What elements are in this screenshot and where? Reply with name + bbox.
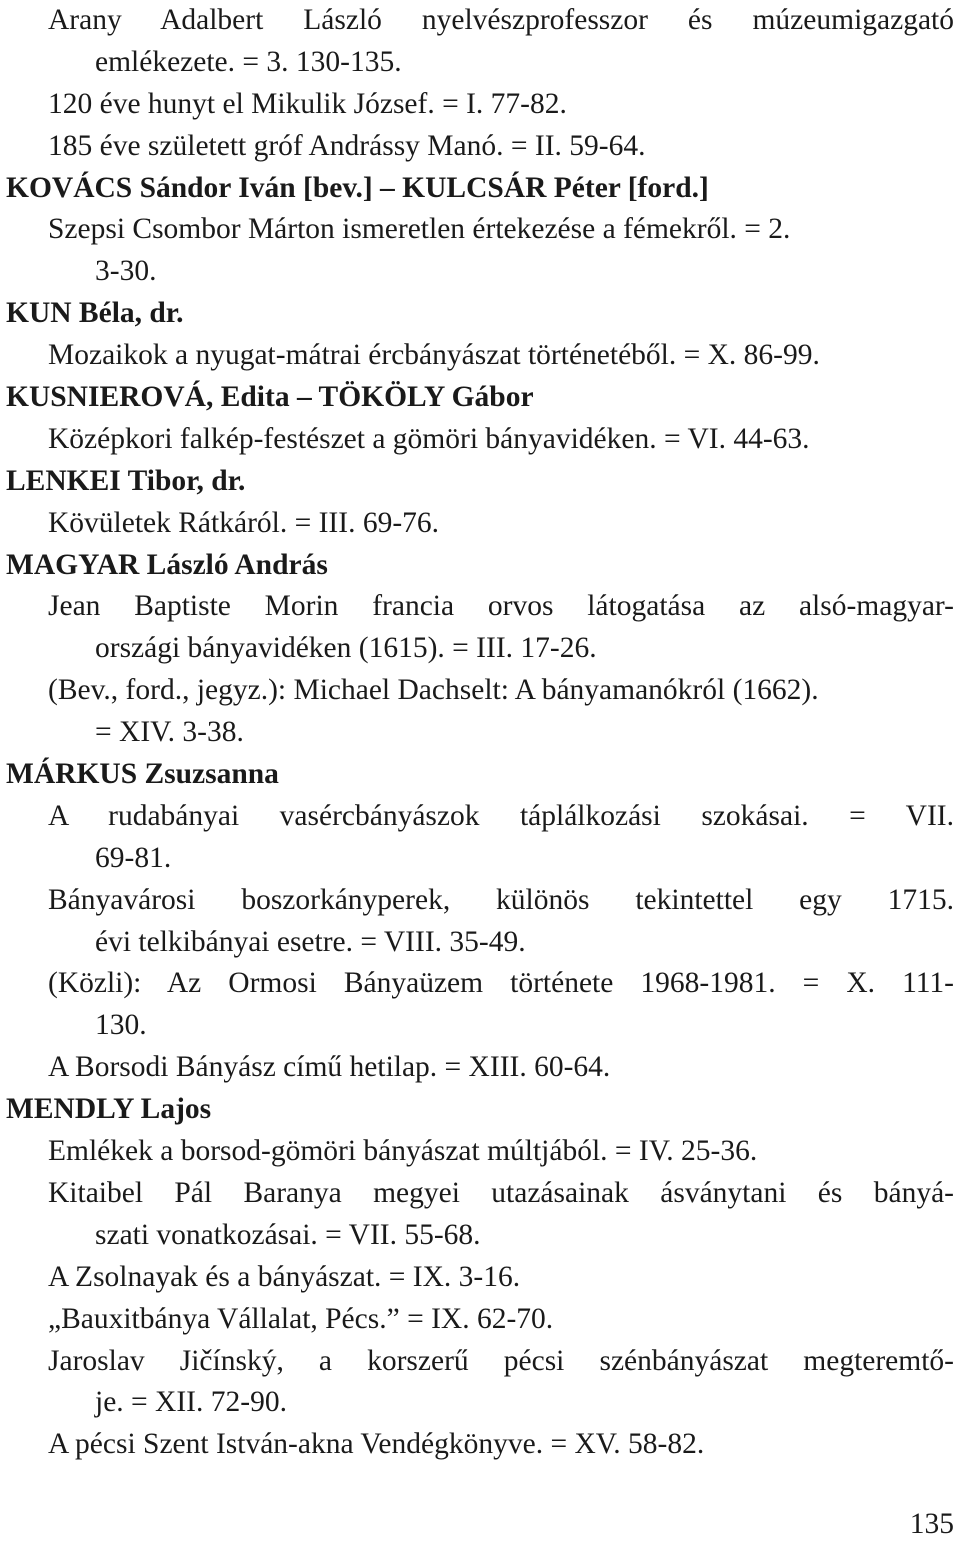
bibliography-entry-continuation: je. = XII. 72-90. — [95, 1386, 287, 1419]
author-heading: KUN Béla, dr. — [6, 297, 184, 330]
bibliography-entry: (Közli): Az Ormosi Bányaüzem története 1968-1981. = X. 111- — [48, 967, 954, 1000]
author-heading: MÁRKUS Zsuzsanna — [6, 758, 279, 791]
bibliography-entry: Jean Baptiste Morin francia orvos látogatása az alsó-magyar- — [48, 590, 954, 623]
bibliography-list — [6, 0, 954, 1466]
bibliography-entry: (Bev., ford., jegyz.): Michael Dachselt: A bányamanókról (1662). — [48, 674, 819, 707]
bibliography-entry-continuation: emlékezete. = 3. 130-135. — [95, 45, 402, 78]
bibliography-entry-continuation: = XIV. 3-38. — [95, 716, 244, 749]
bibliography-entry: Kitaibel Pál Baranya megyei utazásainak ásványtani és bányá- — [48, 1176, 954, 1209]
author-heading: KUSNIEROVÁ, Edita – TÖKÖLY Gábor — [6, 381, 534, 414]
author-heading: MENDLY Lajos — [6, 1093, 212, 1126]
bibliography-entry-continuation: szati vonatkozásai. = VII. 55-68. — [95, 1218, 481, 1251]
bibliography-entry: Mozaikok a nyugat-mátrai ércbányászat történetéből. = X. 86-99. — [48, 339, 820, 372]
bibliography-entry: Arany Adalbert László nyelvészprofesszor és múzeumigazgató — [48, 4, 954, 36]
bibliography-entry: Jaroslav Jičínský, a korszerű pécsi szénbányászat megteremtő- — [48, 1344, 954, 1377]
author-heading: LENKEI Tibor, dr. — [6, 464, 246, 497]
page-number: 135 — [909, 1508, 954, 1540]
bibliography-entry-continuation: 69-81. — [95, 841, 172, 874]
bibliography-entry-continuation: 3-30. — [95, 255, 157, 288]
bibliography-entry: Szepsi Csombor Márton ismeretlen értekezése a fémekről. = 2. — [48, 213, 791, 246]
bibliography-entry-continuation: 130. — [95, 1009, 147, 1042]
bibliography-entry: Középkori falkép-festészet a gömöri bányavidéken. = VI. 44-63. — [48, 422, 810, 455]
bibliography-entry: A rudabányai vasércbányászok táplálkozási szokásai. = VII. — [48, 799, 954, 832]
bibliography-entry-continuation: évi telkibányai esetre. = VIII. 35-49. — [95, 925, 526, 958]
author-heading: KOVÁCS Sándor Iván [bev.] – KULCSÁR Péter [ford.] — [6, 171, 709, 204]
bibliography-entry: Emlékek a borsod-gömöri bányászat múltjából. = IV. 25-36. — [48, 1135, 758, 1168]
author-heading: MAGYAR László András — [6, 548, 328, 581]
bibliography-entry: 185 éve született gróf Andrássy Manó. = II. 59-64. — [48, 129, 646, 162]
bibliography-entry: A Zsolnayak és a bányászat. = IX. 3-16. — [48, 1260, 521, 1293]
bibliography-entry: „Bauxitbánya Vállalat, Pécs.” = IX. 62-70. — [48, 1302, 554, 1335]
bibliography-entry-continuation: országi bányavidéken (1615). = III. 17-26. — [95, 632, 597, 665]
bibliography-entry: A pécsi Szent István-akna Vendégkönyve. = XV. 58-82. — [48, 1428, 705, 1461]
bibliography-entry: A Borsodi Bányász című hetilap. = XIII. 60-64. — [48, 1051, 611, 1084]
bibliography-entry: Bányavárosi boszorkányperek, különös tekintettel egy 1715. — [48, 883, 954, 916]
bibliography-entry: Kövületek Rátkáról. = III. 69-76. — [48, 506, 440, 539]
bibliography-entry: 120 éve hunyt el Mikulik József. = I. 77-82. — [48, 87, 567, 120]
